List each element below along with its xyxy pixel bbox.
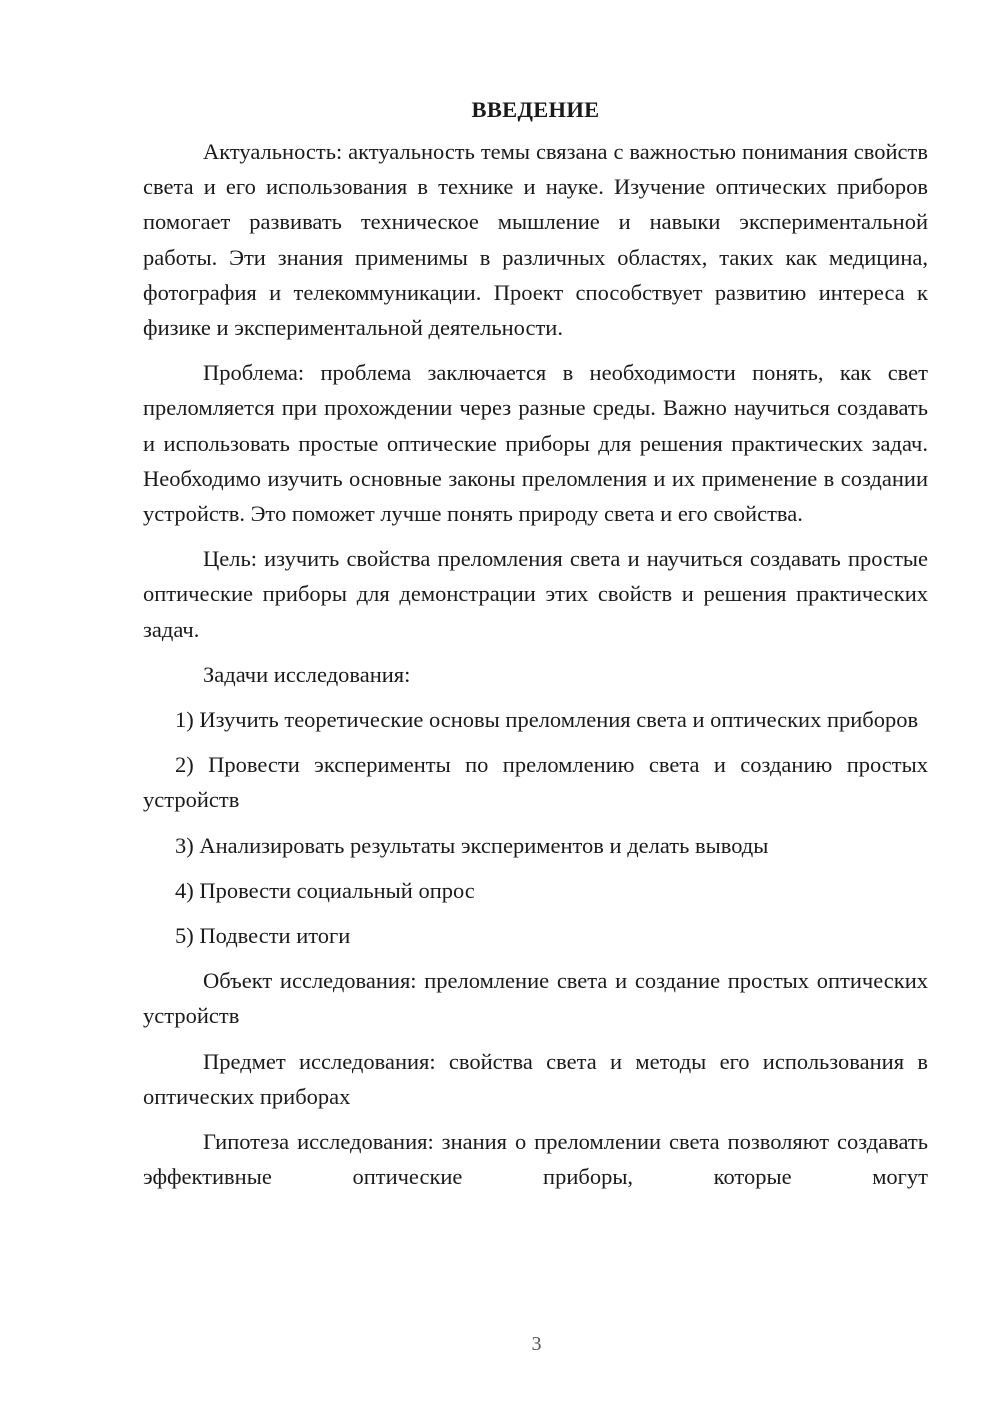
paragraph-goal: Цель: изучить свойства преломления света и научиться создавать простые оптические приборы для демонстрации этих свойств и решения практических задач.	[143, 546, 928, 642]
task-item-5: 5) Подвести итоги	[175, 923, 351, 949]
task-item-4: 4) Провести социальный опрос	[175, 877, 475, 903]
paragraph-object: Объект исследования: преломление света и создание простых оптических устройств	[143, 968, 928, 1029]
page-number: 3	[531, 1333, 542, 1355]
page-title: ВВЕДЕНИЕ	[471, 97, 600, 122]
paragraph-hypothesis: Гипотеза исследования: знания о преломлении света позволяют создавать эффективные оптические приборы, которые могут	[143, 1129, 928, 1190]
paragraph-relevance: Актуальность: актуальность темы связана с важностью понимания свойств света и его использования в технике и науке. Изучение оптических приборов помогает развивать техническое мышление и навыки экспериментальной работы. Эти знания применимы в различных областях, таких как медицина, фотография и телекоммуникации. Проект способствует развитию интереса к физике и экспериментальной деятельности.	[143, 139, 928, 341]
task-item-3: 3) Анализировать результаты экспериментов и делать выводы	[175, 832, 769, 858]
page-content	[143, 92, 928, 1204]
task-item-2: 2) Провести эксперименты по преломлению света и созданию простых устройств	[143, 752, 928, 813]
task-item-1: 1) Изучить теоретические основы преломления света и оптических приборов	[175, 707, 919, 733]
tasks-heading: Задачи исследования:	[203, 661, 411, 687]
paragraph-subject: Предмет исследования: свойства света и методы его использования в оптических приборах	[143, 1048, 928, 1109]
paragraph-problem: Проблема: проблема заключается в необходимости понять, как свет преломляется при прохождении через разные среды. Важно научиться создавать и использовать простые оптические приборы для решения практических задач. Необходимо изучить основные законы преломления и их применение в создании устройств. Это поможет лучше понять природу света и его свойства.	[143, 360, 928, 527]
